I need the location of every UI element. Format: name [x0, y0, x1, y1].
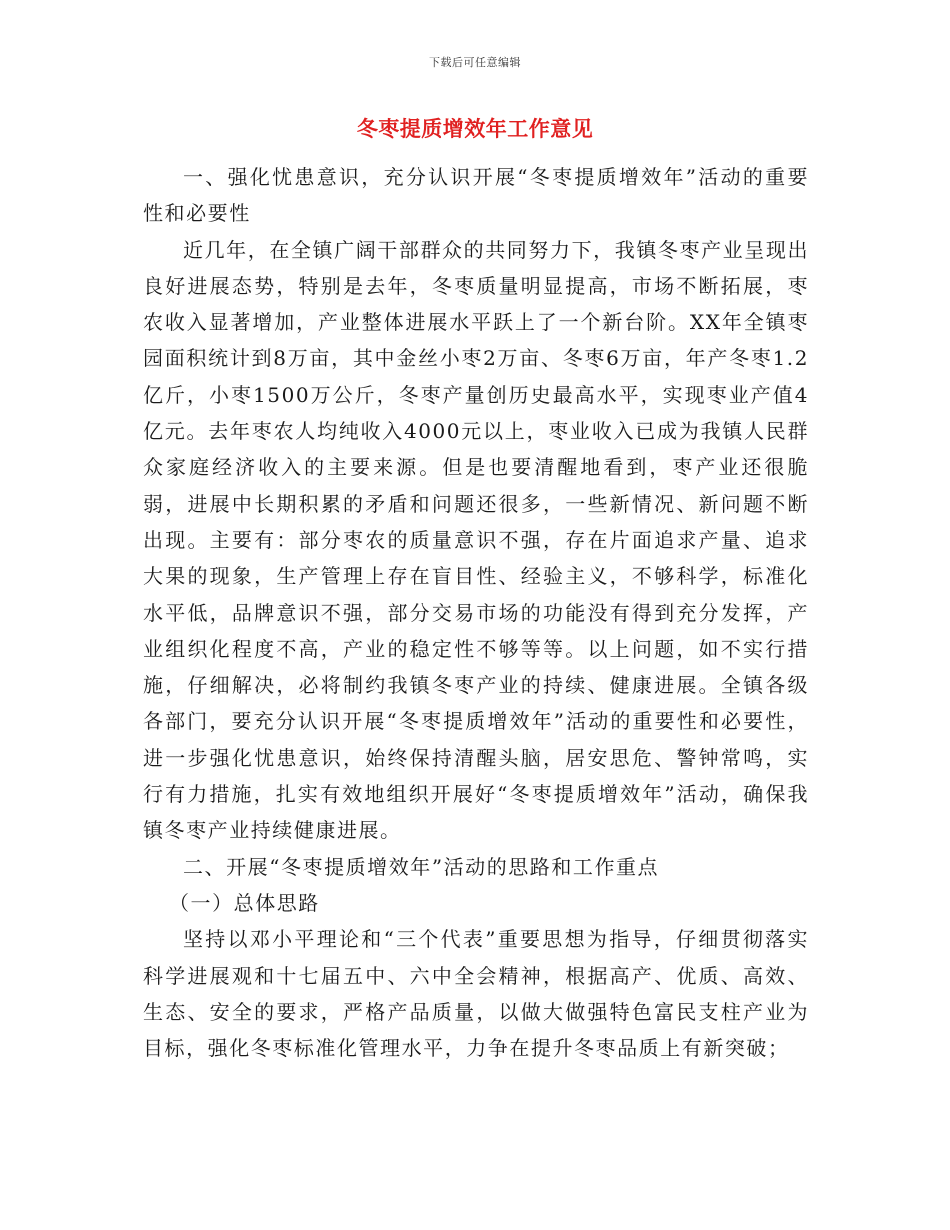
document-title: 冬枣提质增效年工作意见 — [356, 117, 594, 141]
body-paragraph: 坚持以邓小平理论和“三个代表”重要思想为指导，仔细贯彻落实科学进展观和十七届五中、六中全会精神，根据高产、优质、高效、生态、安全的要求，严格产品质量，以做大做强特色富民支柱产业为目标，强化冬枣标准化管理水平，力争在提升冬枣品质上有新突破； — [143, 927, 809, 1061]
document-body — [143, 159, 809, 1066]
subsection-heading: （一）总体思路 — [169, 890, 320, 915]
body-paragraph: 近几年，在全镇广阔干部群众的共同努力下，我镇冬枣产业呈现出良好进展态势，特别是去年，冬枣质量明显提高，市场不断拓展，枣农收入显著增加，产业整体进展水平跃上了一个新台阶。XX年全镇枣园面积统计到8万亩，其中金丝小枣2万亩、冬枣6万亩，年产冬枣1.2亿斤，小枣1500万公斤，冬枣产量创历史最高水平，实现枣业产值4亿元。去年枣农人均纯收入4000元以上，枣业收入已成为我镇人民群众家庭经济收入的主要来源。但是也要清醒地看到，枣产业还很脆弱，进展中长期积累的矛盾和问题还很多，一些新情况、新问题不断出现。主要有：部分枣农的质量意识不强，存在片面追求产量、追求大果的现象，生产管理上存在盲目性、经验主义，不够科学，标准化水平低，品牌意识不强，部分交易市场的功能没有得到充分发挥，产业组织化程度不高，产业的稳定性不够等等。以上问题，如不实行措施，仔细解决，必将制约我镇冬枣产业的持续、健康进展。全镇各级各部门，要充分认识开展“冬枣提质增效年”活动的重要性和必要性，进一步强化忧患意识，始终保持清醒头脑，居安思危、警钟常鸣，实行有力措施，扎实有效地组织开展好“冬枣提质增效年”活动，确保我镇冬枣产业持续健康进展。 — [143, 237, 809, 843]
page-header-note: 下载后可任意编辑 — [429, 56, 521, 69]
section-heading-1: 一、强化忧患意识，充分认识开展“冬枣提质增效年”活动的重要性和必要性 — [143, 165, 809, 226]
section-heading-2: 二、开展“冬枣提质增效年”活动的思路和工作重点 — [183, 854, 660, 879]
